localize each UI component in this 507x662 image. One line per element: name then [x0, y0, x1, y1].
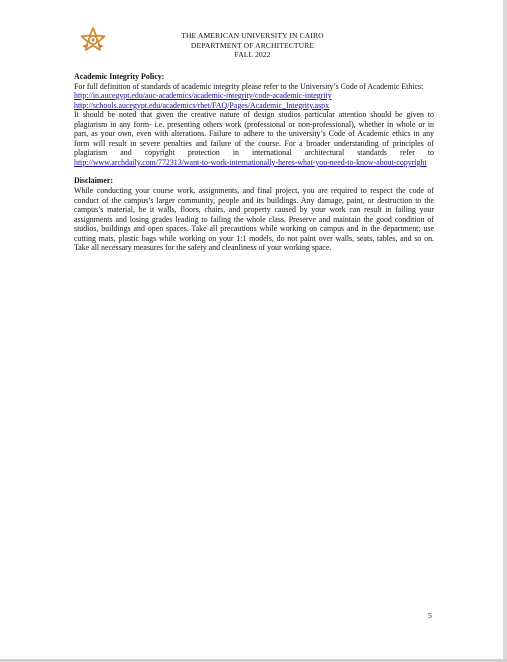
academic-integrity-section — [74, 72, 434, 167]
academic-integrity-faq-link[interactable]: http://schools.aucegypt.edu/academics/rhet/FAQ/Pages/Academic_Integrity.aspx — [74, 100, 330, 110]
page-number: 5 — [428, 611, 432, 620]
academic-integrity-intro: For full definition of standards of academic integrity please refer to the University’s Code of Academic Ethics: — [74, 81, 424, 91]
archdaily-copyright-link[interactable]: http://www.archdaily.com/772313/want-to-work-internationally-heres-what-you-need-to-know-about-copyright — [74, 157, 427, 167]
department-name: DEPARTMENT OF ARCHITECTURE — [190, 40, 315, 50]
disclaimer-body: While conducting your course work, assignments, and final project, you are required to respect the code of conduct of the campus’s larger community, people and its buildings. Any damage, paint, or destruction to the campus’s material, be it walls, floors, chairs, and property caused by your work can result in failing your assignments and losing grades leading to failing the whole class. Preserve and maintain the good condition of studios, buildings and open spaces. Take all precautions while working on campus and in the department; use cutting mats, plastic bags while working on your 1:1 models, do not paint over walls, seats, tables, and so on. Take all necessary measures for the safety and cleanliness of your working space. — [74, 186, 434, 253]
disclaimer-section — [74, 176, 434, 252]
academic-integrity-body-text: It should be noted that given the creative nature of design studios particular attention should be given to plagiarism in any form- i.e. presenting others work (professional or non-professional), whether in whole or in part, as your own, even with alterations. Failure to adhere to the university’s Code of Academic ethics in any form will result in severe penalties and failure of the course. For a broader understanding of principles of plagiarism and copyright protection in international architectural standards refer to — [74, 110, 434, 158]
document-header — [150, 31, 355, 60]
document-body — [74, 72, 434, 253]
university-logo-icon — [79, 26, 107, 54]
academic-integrity-body — [74, 110, 434, 167]
section-gap — [74, 167, 434, 176]
term-label: FALL 2022 — [234, 50, 271, 60]
academic-integrity-heading: Academic Integrity Policy: — [74, 72, 165, 81]
page-edge-right — [503, 0, 507, 662]
disclaimer-heading: Disclaimer: — [74, 176, 113, 186]
university-name: THE AMERICAN UNIVERSITY IN CAIRO — [181, 31, 324, 40]
code-academic-integrity-link[interactable]: http://in.aucegypt.edu/auc-academics/academic-integrity/code-academic-integrity — [74, 91, 332, 101]
